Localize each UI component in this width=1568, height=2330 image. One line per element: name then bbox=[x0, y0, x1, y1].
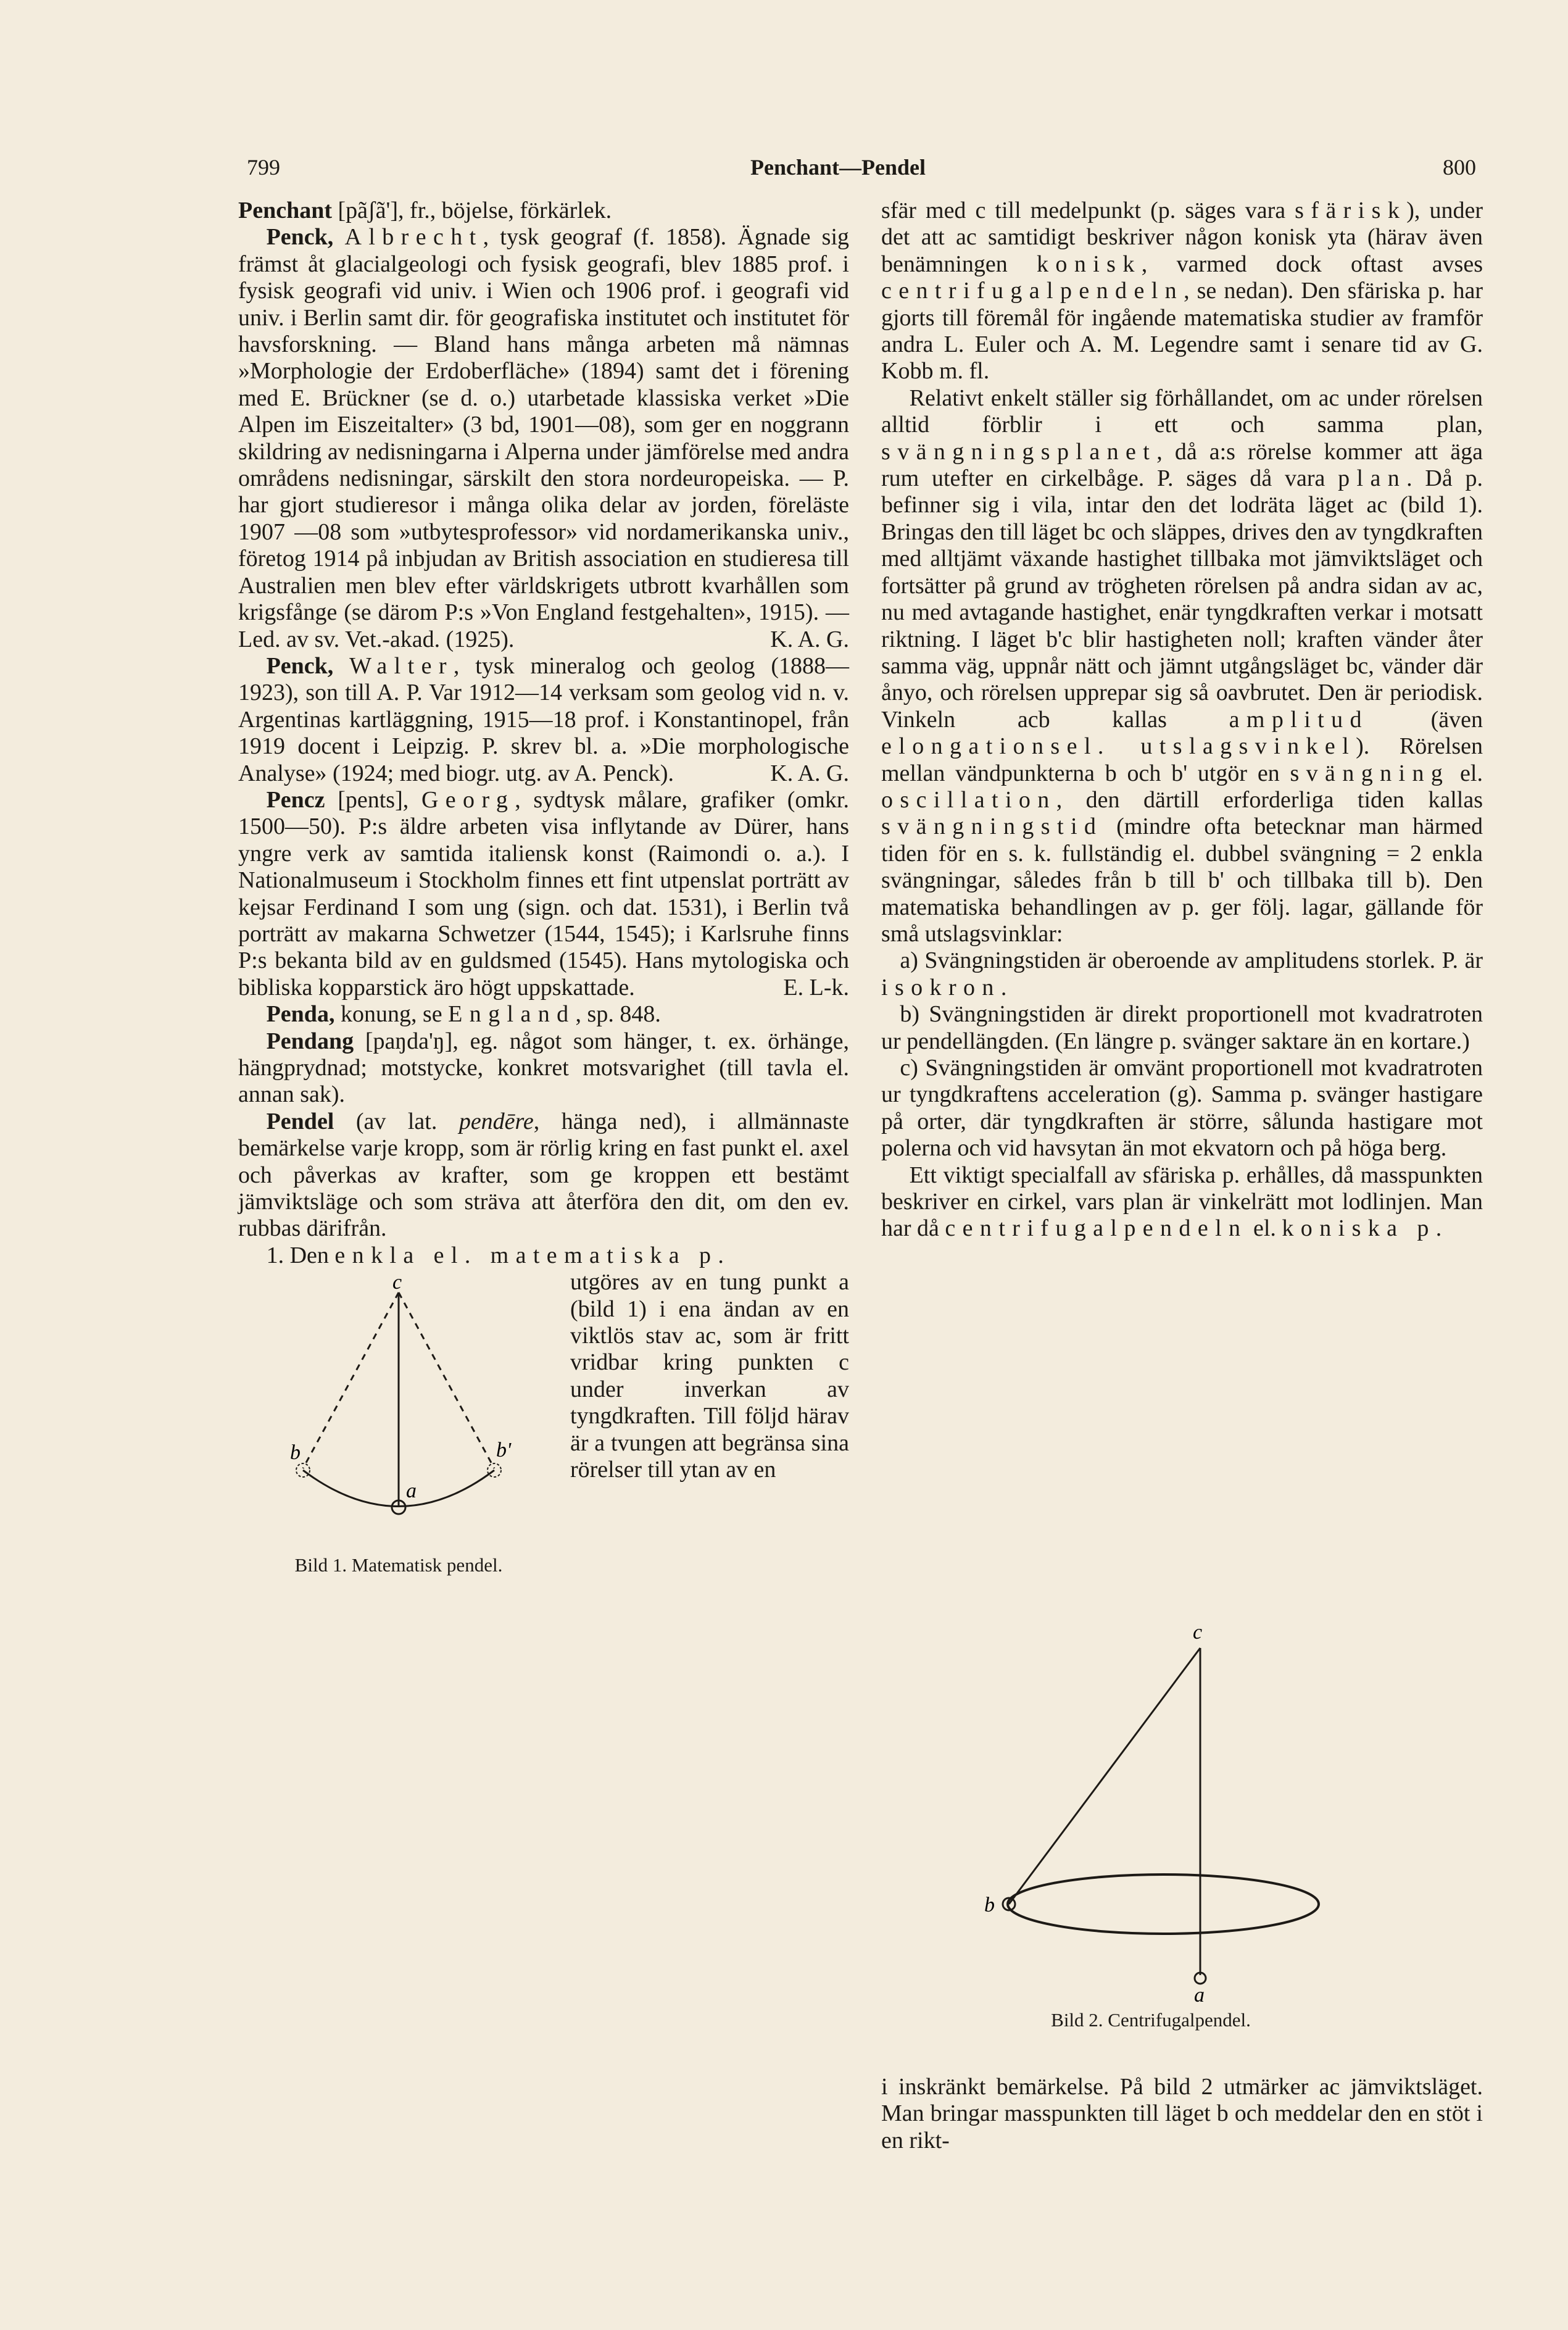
entry-penck-walter: Penck, Walter, tysk mineralog och geolog (1888—1923), son till A. P. Var 1912—14 verksam som geolog vid n. v. Argentinas kartläggning, 1915—18 prof. i Konstantinopel, från 1919 docent i Leipzig. P. skrev bl. a. »Die morphologische Analyse» (1924; med biogr. utg. av A. Penck). K. A. G. bbox=[238, 652, 850, 786]
paragraph-plane-pendulum: Relativt enkelt ställer sig förhållandet, om ac under rörelsen alltid förblir i ett och samma plan, svängningsplanet, då a:s rörelse kommer att äga rum utefter en cirkelbåge. P. säges då vara plan. Då p. befinner sig i vila, intar den det lodräta läget ac (bild 1). Bringas den till läget bc och släppes, drives den av tyngdkraften med alltjämt växande hastighet tillbaka mot jämviktsläget och fortsätter på grund av trögheten rörelsen på andra sidan av ac, nu med avtagande hastighet, enär tyngdkraften verkar i motsatt riktning. I läget b'c blir hastigheten noll; kraften vänder åter samma väg, uppnår nätt och jämnt utgångsläget bc, vänder där ånyo, och rörelsen upprepar sig så oavbrutet. Den är periodisk. Vinkeln acb kallas amplitud (även elongationsel. utslagsvinkel). Rörelsen mellan vändpunkterna b och b' utgör en svängning el. oscillation, den därtill erforderliga tiden kallas svängningstid (mindre ofta betecknar man härmed tiden för en s. k. fullständig el. dubbel svängning = 2 enkla svängningar, således från b till b' och tillbaka till b). Den matematiska behandlingen av p. ger följ. lagar, gällande för små utslagsvinklar: bbox=[881, 385, 1483, 947]
paragraph-spherical: sfär med c till medelpunkt (p. säges vara sfärisk), under det att ac samtidigt beskriver någon konisk yta (härav även benämningen konisk, varmed dock oftast avses centrifugalpendeln, se nedan). Den sfäriska p. har gjorts till föremål för ingående matematiska studier av framför andra L. Euler och A. M. Legendre samt i senare tid av G. Kobb m. fl. bbox=[881, 198, 1483, 385]
rod-bc bbox=[303, 1292, 399, 1468]
headword: Penda, bbox=[266, 1001, 335, 1028]
pendulum-diagram bbox=[238, 1274, 559, 1552]
label-a: a bbox=[406, 1479, 417, 1503]
rod-bc bbox=[1009, 1648, 1200, 1904]
law-a: a) Svängningstiden är oberoende av amplitudens storlek. P. är isokron. bbox=[881, 947, 1483, 1001]
section-1: 1. Den enkla el. matematiska p. bbox=[266, 1242, 731, 1268]
pendulum-laws bbox=[881, 947, 1483, 1162]
entry-penck-albrecht: Penck, Albrecht, tysk geograf (f. 1858). Ägnade sig främst åt glacialgeologi och fysisk geografi, blev 1885 prof. i fysisk geografi vid univ. i Wien och 1906 prof. i geografi vid univ. i Berlin samt dir. för geografiska institutet och institutet för havsforskning. — Bland hans många arbeten må nämnas »Morphologie der Erdoberfläche» (1894) samt det i förening med E. Brückner (se d. o.) utarbetade klassiska verket »Die Alpen im Eiszeitalter» (3 bd, 1901—08), som ger en noggrann skildring av nedisningarna i Alperna under jämförelse med andra områdens nedisningar, särskilt den stora nordeuropeiska. — P. har gjort studieresor i många olika delar av jorden, föreläste 1907 —08 som »utbytesprofessor» vid nordamerikanska univ., företog 1914 på inbjudan av British association en studieresa till Australien men blev efter världskrigets utbrott kvarhållen som krigsfånge (se därom P:s »Von England festgehalten», 1915). — Led. av sv. Vet.-akad. (1925). K. A. G. bbox=[238, 224, 850, 652]
left-column bbox=[238, 198, 849, 1576]
entry-pendang: Pendang [paŋda'ŋ], eg. något som hänger, t. ex. örhänge, hängprydnad; motstycke, konkret motsvarighet (till tavla el. annan sak). bbox=[238, 1028, 849, 1108]
right-column bbox=[881, 198, 1483, 1242]
label-a: a bbox=[1194, 1984, 1205, 2003]
paragraph-centrifugal: Ett viktigt specialfall av sfäriska p. erhålles, då masspunkten beskriver en cirkel, vars plan är vinkelrätt mot lodlinjen. Man har då centrifugalpendeln el. koniska p. bbox=[881, 1162, 1483, 1242]
figure-2-centrifugal-pendulum bbox=[978, 1614, 1324, 2040]
page-number-left: 799 bbox=[247, 155, 280, 180]
rod-b2c bbox=[399, 1292, 494, 1468]
signature: E. L-k. bbox=[783, 974, 849, 1001]
running-title: Penchant—Pendel bbox=[750, 155, 926, 180]
label-b: b bbox=[290, 1441, 301, 1465]
headword: Pendang bbox=[266, 1028, 354, 1054]
figure-1-mathematical-pendulum bbox=[238, 1274, 559, 1576]
label-b-prime: b' bbox=[496, 1439, 512, 1462]
right-column-bottom: i inskränkt bemärkelse. På bild 2 utmärker ac jämviktsläget. Man bringar masspunkten till läget b och meddelar den en stöt i en rikt- bbox=[881, 2074, 1483, 2153]
entry-penda: Penda, konung, se England, sp. 848. bbox=[266, 1001, 661, 1028]
centrifugal-diagram bbox=[978, 1614, 1324, 2003]
headword: Pendel bbox=[266, 1108, 334, 1134]
circle-path bbox=[1008, 1874, 1319, 1934]
law-b: b) Svängningstiden är direkt proportionell mot kvadratroten ur pendellängden. (En längre p. svänger saktare än en kortare.) bbox=[881, 1001, 1483, 1054]
entry-pendel: Pendel (av lat. pendēre, hänga ned), i allmännaste bemärkelse varje kropp, som är rörlig kring en fast punkt el. axel och påverkas av krafter, som ge kroppen ett bestämt jämviktsläge och som sträva att återföra den dit, om den ev. rubbas därifrån. bbox=[238, 1108, 849, 1242]
figure-2-caption: Bild 2. Centrifugalpendel. bbox=[1051, 2009, 1251, 2031]
page-header bbox=[0, 154, 1568, 191]
signature: K. A. G. bbox=[770, 760, 849, 786]
headword: Penchant bbox=[238, 198, 332, 223]
entry-pencz: Pencz [pents], Georg, sydtysk målare, grafiker (omkr. 1500—50). P:s äldre arbeten visa inflytande av Dürer, hans yngre verk av samtida italiensk konst (Raimondi o. a.). I Nationalmuseum i Stockholm finnes ett fint utpenslat porträtt av kejsar Ferdinand I som ung (sign. och dat. 1531), i Berlin två porträtt av makarna Schwetzer (1544, 1545); i Karlsruhe finns P:s bekanta bild av en guldsmed (1545). Hans mytologiska och bibliska kopparstick äro högt uppskattade. E. L-k. bbox=[238, 786, 849, 1001]
page-number-right: 800 bbox=[1443, 155, 1476, 180]
signature: K. A. G. bbox=[770, 626, 849, 652]
section-1-text: utgöres av en tung punkt a (bild 1) i ena ändan av en viktlös stav ac, som är fritt vridbar kring punkten c under inverkan av tyngdkraften. Till följd härav är a tvungen att begränsa sina rörelser till ytan av en bbox=[570, 1269, 849, 1483]
figure-1-caption: Bild 1. Matematisk pendel. bbox=[294, 1554, 503, 1576]
label-b: b bbox=[984, 1894, 995, 1916]
headword: Pencz bbox=[266, 786, 325, 813]
entry-penchant: Penchant [pãʃã'], fr., böjelse, förkärlek. bbox=[238, 198, 612, 223]
label-c: c bbox=[1193, 1621, 1203, 1644]
headword: Penck, bbox=[266, 652, 334, 679]
law-c: c) Svängningstiden är omvänt proportionell mot kvadratroten ur tyngdkraftens acceleration (g). Samma p. svänger hastigare på orter, där tyngdkraften är större, sålunda hastigare mot polerna och vid havsytan än mot ekvatorn och på höga berg. bbox=[881, 1055, 1483, 1162]
headword: Penck, bbox=[266, 224, 334, 251]
label-c: c bbox=[392, 1274, 402, 1294]
